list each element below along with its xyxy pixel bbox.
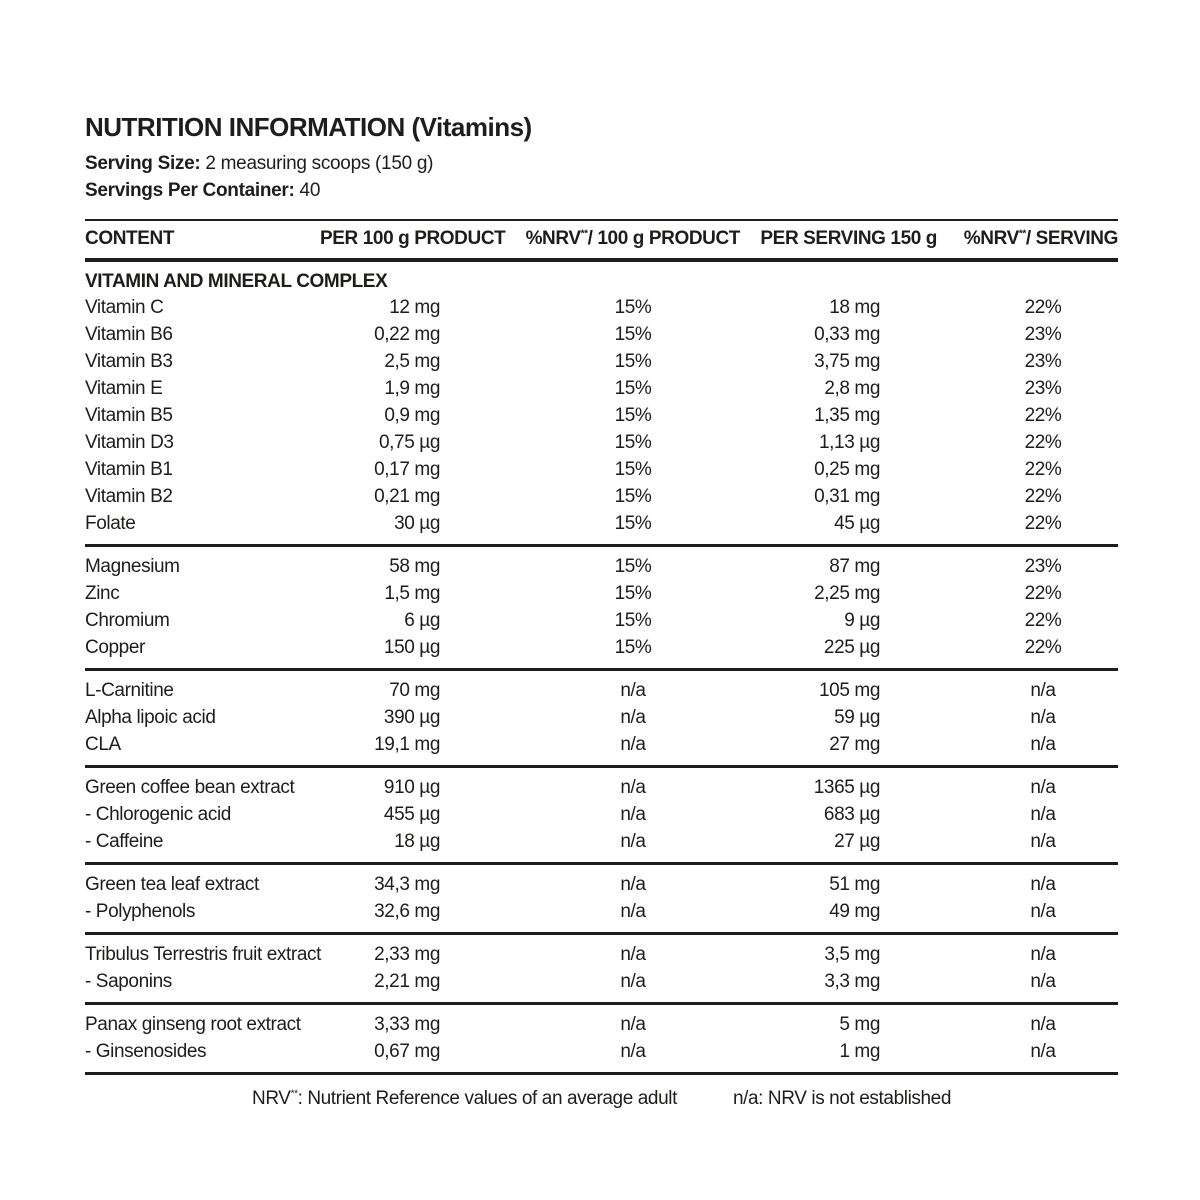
nutrient-value: 49 mg [829,901,880,922]
nutrient-value: n/a [620,777,646,798]
table-section [85,934,1118,1004]
page-title: NUTRITION INFORMATION (Vitamins) [85,112,532,142]
nutrient-value: 455 µg [383,804,440,825]
nutrient-value: 0,25 mg [814,459,880,480]
nutrient-name: Green tea leaf extract [85,874,259,895]
nutrient-row [85,403,1118,430]
nutrient-value: 15% [614,297,652,318]
nutrient-value: n/a [1030,1014,1056,1035]
nutrient-value: 2,5 mg [384,351,440,372]
nutrient-value: 9 µg [844,610,880,631]
nutrient-row [85,322,1118,349]
nutrient-row [85,864,1118,900]
nutrient-name: CLA [85,734,121,755]
nutrient-value: 6 µg [404,610,440,631]
nutrient-value: 15% [614,610,652,631]
nutrient-name: Panax ginseng root extract [85,1014,301,1035]
nutrient-name: Alpha lipoic acid [85,707,216,728]
nutrient-name: - Ginsenosides [85,1041,207,1062]
nutrient-value: 70 mg [389,680,440,701]
nutrient-value: n/a [620,680,646,701]
nutrient-row [85,484,1118,511]
nutrient-value: 22% [1024,513,1062,534]
nutrient-value: 15% [614,513,652,534]
nutrient-value: 59 µg [834,707,880,728]
nutrient-value: 3,5 mg [824,944,880,965]
nutrient-value: n/a [1030,707,1056,728]
nutrient-value: n/a [620,971,646,992]
nutrient-name: Vitamin E [85,378,163,399]
nutrient-value: 1,5 mg [384,583,440,604]
nutrient-name: - Caffeine [85,831,164,852]
nutrient-name: Vitamin D3 [85,432,174,453]
nutrient-row [85,802,1118,829]
nutrient-value: 15% [614,583,652,604]
nutrient-value: 3,3 mg [824,971,880,992]
nutrient-row [85,349,1118,376]
nutrient-value: 58 mg [389,556,440,577]
nutrient-name: Vitamin C [85,297,164,318]
nutrient-value: 105 mg [819,680,880,701]
nutrient-row [85,546,1118,582]
nutrient-value: 0,22 mg [374,324,440,345]
nutrient-name: - Saponins [85,971,172,992]
nutrient-name: Tribulus Terrestris fruit extract [85,944,321,965]
nrv-footnote-text: : Nutrient Reference values of an average adult [297,1088,677,1109]
header-nrv-per-100g: %NRV**/ 100 g PRODUCT [525,228,740,249]
na-footnote: n/a: NRV is not established [732,1088,951,1109]
header-content: CONTENT [85,228,175,249]
table-section [85,546,1118,670]
nutrient-value: 1,35 mg [814,405,880,426]
nutrient-row [85,511,1118,546]
nutrient-row [85,457,1118,484]
nutrient-value: 2,33 mg [374,944,440,965]
nutrient-value: 0,21 mg [374,486,440,507]
nutrient-name: Zinc [85,583,120,604]
nutrient-value: 23% [1024,324,1062,345]
nrv-footnote-prefix: NRV [252,1088,291,1109]
table-section [85,1004,1118,1074]
nutrient-row [85,430,1118,457]
nutrient-value: 0,17 mg [374,459,440,480]
nutrient-value: 19,1 mg [374,734,440,755]
nutrient-value: 15% [614,556,652,577]
nutrient-value: 1,13 µg [819,432,880,453]
nutrient-value: 3,33 mg [374,1014,440,1035]
nutrient-value: 1,9 mg [384,378,440,399]
nutrient-value: n/a [1030,777,1056,798]
nutrient-row [85,581,1118,608]
nutrient-value: 12 mg [389,297,440,318]
nutrient-value: n/a [1030,901,1056,922]
nutrient-value: 390 µg [383,707,440,728]
nutrient-value: n/a [1030,680,1056,701]
footnotes [85,1088,1118,1110]
nutrient-value: 22% [1024,610,1062,631]
nrv-footnote [252,1088,677,1110]
nutrient-value: 22% [1024,297,1062,318]
nutrient-name: Vitamin B1 [85,459,173,480]
nutrient-value: 30 µg [394,513,440,534]
nutrient-value: 0,33 mg [814,324,880,345]
nutrient-name: Vitamin B3 [85,351,173,372]
nutrient-name: Folate [85,513,136,534]
nutrient-row [85,829,1118,864]
header-per-100g: PER 100 g PRODUCT [320,228,506,249]
nutrient-name: Copper [85,637,145,658]
nutrient-row [85,1004,1118,1040]
nutrient-value: 0,31 mg [814,486,880,507]
nutrient-value: n/a [1030,1041,1056,1062]
nutrient-value: n/a [620,734,646,755]
servings-per-container-value: 40 [299,180,321,201]
nutrient-value: 0,67 mg [374,1041,440,1062]
nutrient-value: n/a [1030,804,1056,825]
nutrition-table [85,219,1118,1075]
nutrient-value: n/a [1030,971,1056,992]
nutrient-value: 34,3 mg [374,874,440,895]
nutrient-value: 2,8 mg [824,378,880,399]
servings-per-container-label: Servings Per Container: [85,180,295,201]
nutrient-value: 15% [614,324,652,345]
nutrient-row [85,705,1118,732]
nutrient-value: 22% [1024,583,1062,604]
nutrient-value: 22% [1024,486,1062,507]
nutrient-value: n/a [620,874,646,895]
nutrient-name: - Chlorogenic acid [85,804,231,825]
section-heading-row [85,260,1118,295]
nutrient-value: n/a [1030,944,1056,965]
nutrient-row [85,670,1118,706]
nutrient-value: n/a [620,901,646,922]
nutrient-value: 0,9 mg [384,405,440,426]
nutrient-value: n/a [620,707,646,728]
nutrient-value: 27 µg [834,831,880,852]
nutrient-value: 15% [614,486,652,507]
nutrient-value: 51 mg [829,874,880,895]
nrv-footnote-sup: ** [290,1088,298,1100]
nutrient-row [85,934,1118,970]
nutrient-value: 1 mg [839,1041,880,1062]
nutrient-row [85,1039,1118,1074]
nutrient-value: 87 mg [829,556,880,577]
nutrient-value: 22% [1024,459,1062,480]
nutrient-value: 23% [1024,351,1062,372]
nutrient-value: 18 mg [829,297,880,318]
nutrient-value: 3,75 mg [814,351,880,372]
nutrient-row [85,767,1118,803]
nutrient-row [85,635,1118,670]
nutrient-value: n/a [620,831,646,852]
nutrient-name: Vitamin B6 [85,324,173,345]
nutrient-value: 683 µg [823,804,880,825]
nutrient-name: Vitamin B2 [85,486,173,507]
nutrient-value: 0,75 µg [379,432,440,453]
serving-size-line [85,150,1200,177]
nutrient-value: 18 µg [394,831,440,852]
nutrient-value: 22% [1024,432,1062,453]
nutrient-value: 22% [1024,637,1062,658]
nutrient-value: 27 mg [829,734,880,755]
nutrient-value: 15% [614,637,652,658]
nutrient-row [85,899,1118,934]
nutrient-value: 32,6 mg [374,901,440,922]
table-section [85,767,1118,864]
nutrient-name: L-Carnitine [85,680,174,701]
nutrient-value: 45 µg [834,513,880,534]
nutrient-value: 15% [614,432,652,453]
nutrient-value: 910 µg [383,777,440,798]
nutrient-value: 23% [1024,378,1062,399]
nutrient-value: 150 µg [383,637,440,658]
nutrient-value: 2,25 mg [814,583,880,604]
nutrient-value: n/a [1030,874,1056,895]
nutrient-row [85,969,1118,1004]
nutrient-value: 15% [614,459,652,480]
nutrient-value: 22% [1024,405,1062,426]
nutrient-value: n/a [620,944,646,965]
nutrient-value: 225 µg [823,637,880,658]
nutrient-value: n/a [620,1014,646,1035]
header-per-serving: PER SERVING 150 g [760,228,937,249]
table-section [85,670,1118,767]
servings-per-container-line [85,177,1200,204]
nutrient-name: - Polyphenols [85,901,195,922]
nutrient-name: Magnesium [85,556,180,577]
nutrient-value: 5 mg [839,1014,880,1035]
nutrient-value: n/a [1030,831,1056,852]
nutrient-name: Chromium [85,610,170,631]
nutrient-name: Vitamin B5 [85,405,173,426]
table-header-row [85,220,1118,260]
nutrient-value: 15% [614,378,652,399]
section-heading: VITAMIN AND MINERAL COMPLEX [85,271,388,292]
nutrient-row [85,732,1118,767]
table-section [85,260,1118,546]
nutrient-value: n/a [1030,734,1056,755]
nutrient-name: Green coffee bean extract [85,777,295,798]
nutrient-value: 15% [614,351,652,372]
nutrient-value: 2,21 mg [374,971,440,992]
nutrient-value: n/a [620,1041,646,1062]
serving-size-value: 2 measuring scoops (150 g) [205,153,434,174]
serving-size-label: Serving Size: [85,153,201,174]
nutrient-value: 1365 µg [813,777,880,798]
nutrient-row [85,376,1118,403]
nutrient-value: 23% [1024,556,1062,577]
header-nrv-per-serving: %NRV**/ SERVING [963,228,1118,249]
table-section [85,864,1118,934]
nutrient-value: 15% [614,405,652,426]
nutrient-row [85,295,1118,322]
nutrient-row [85,608,1118,635]
nutrient-value: n/a [620,804,646,825]
